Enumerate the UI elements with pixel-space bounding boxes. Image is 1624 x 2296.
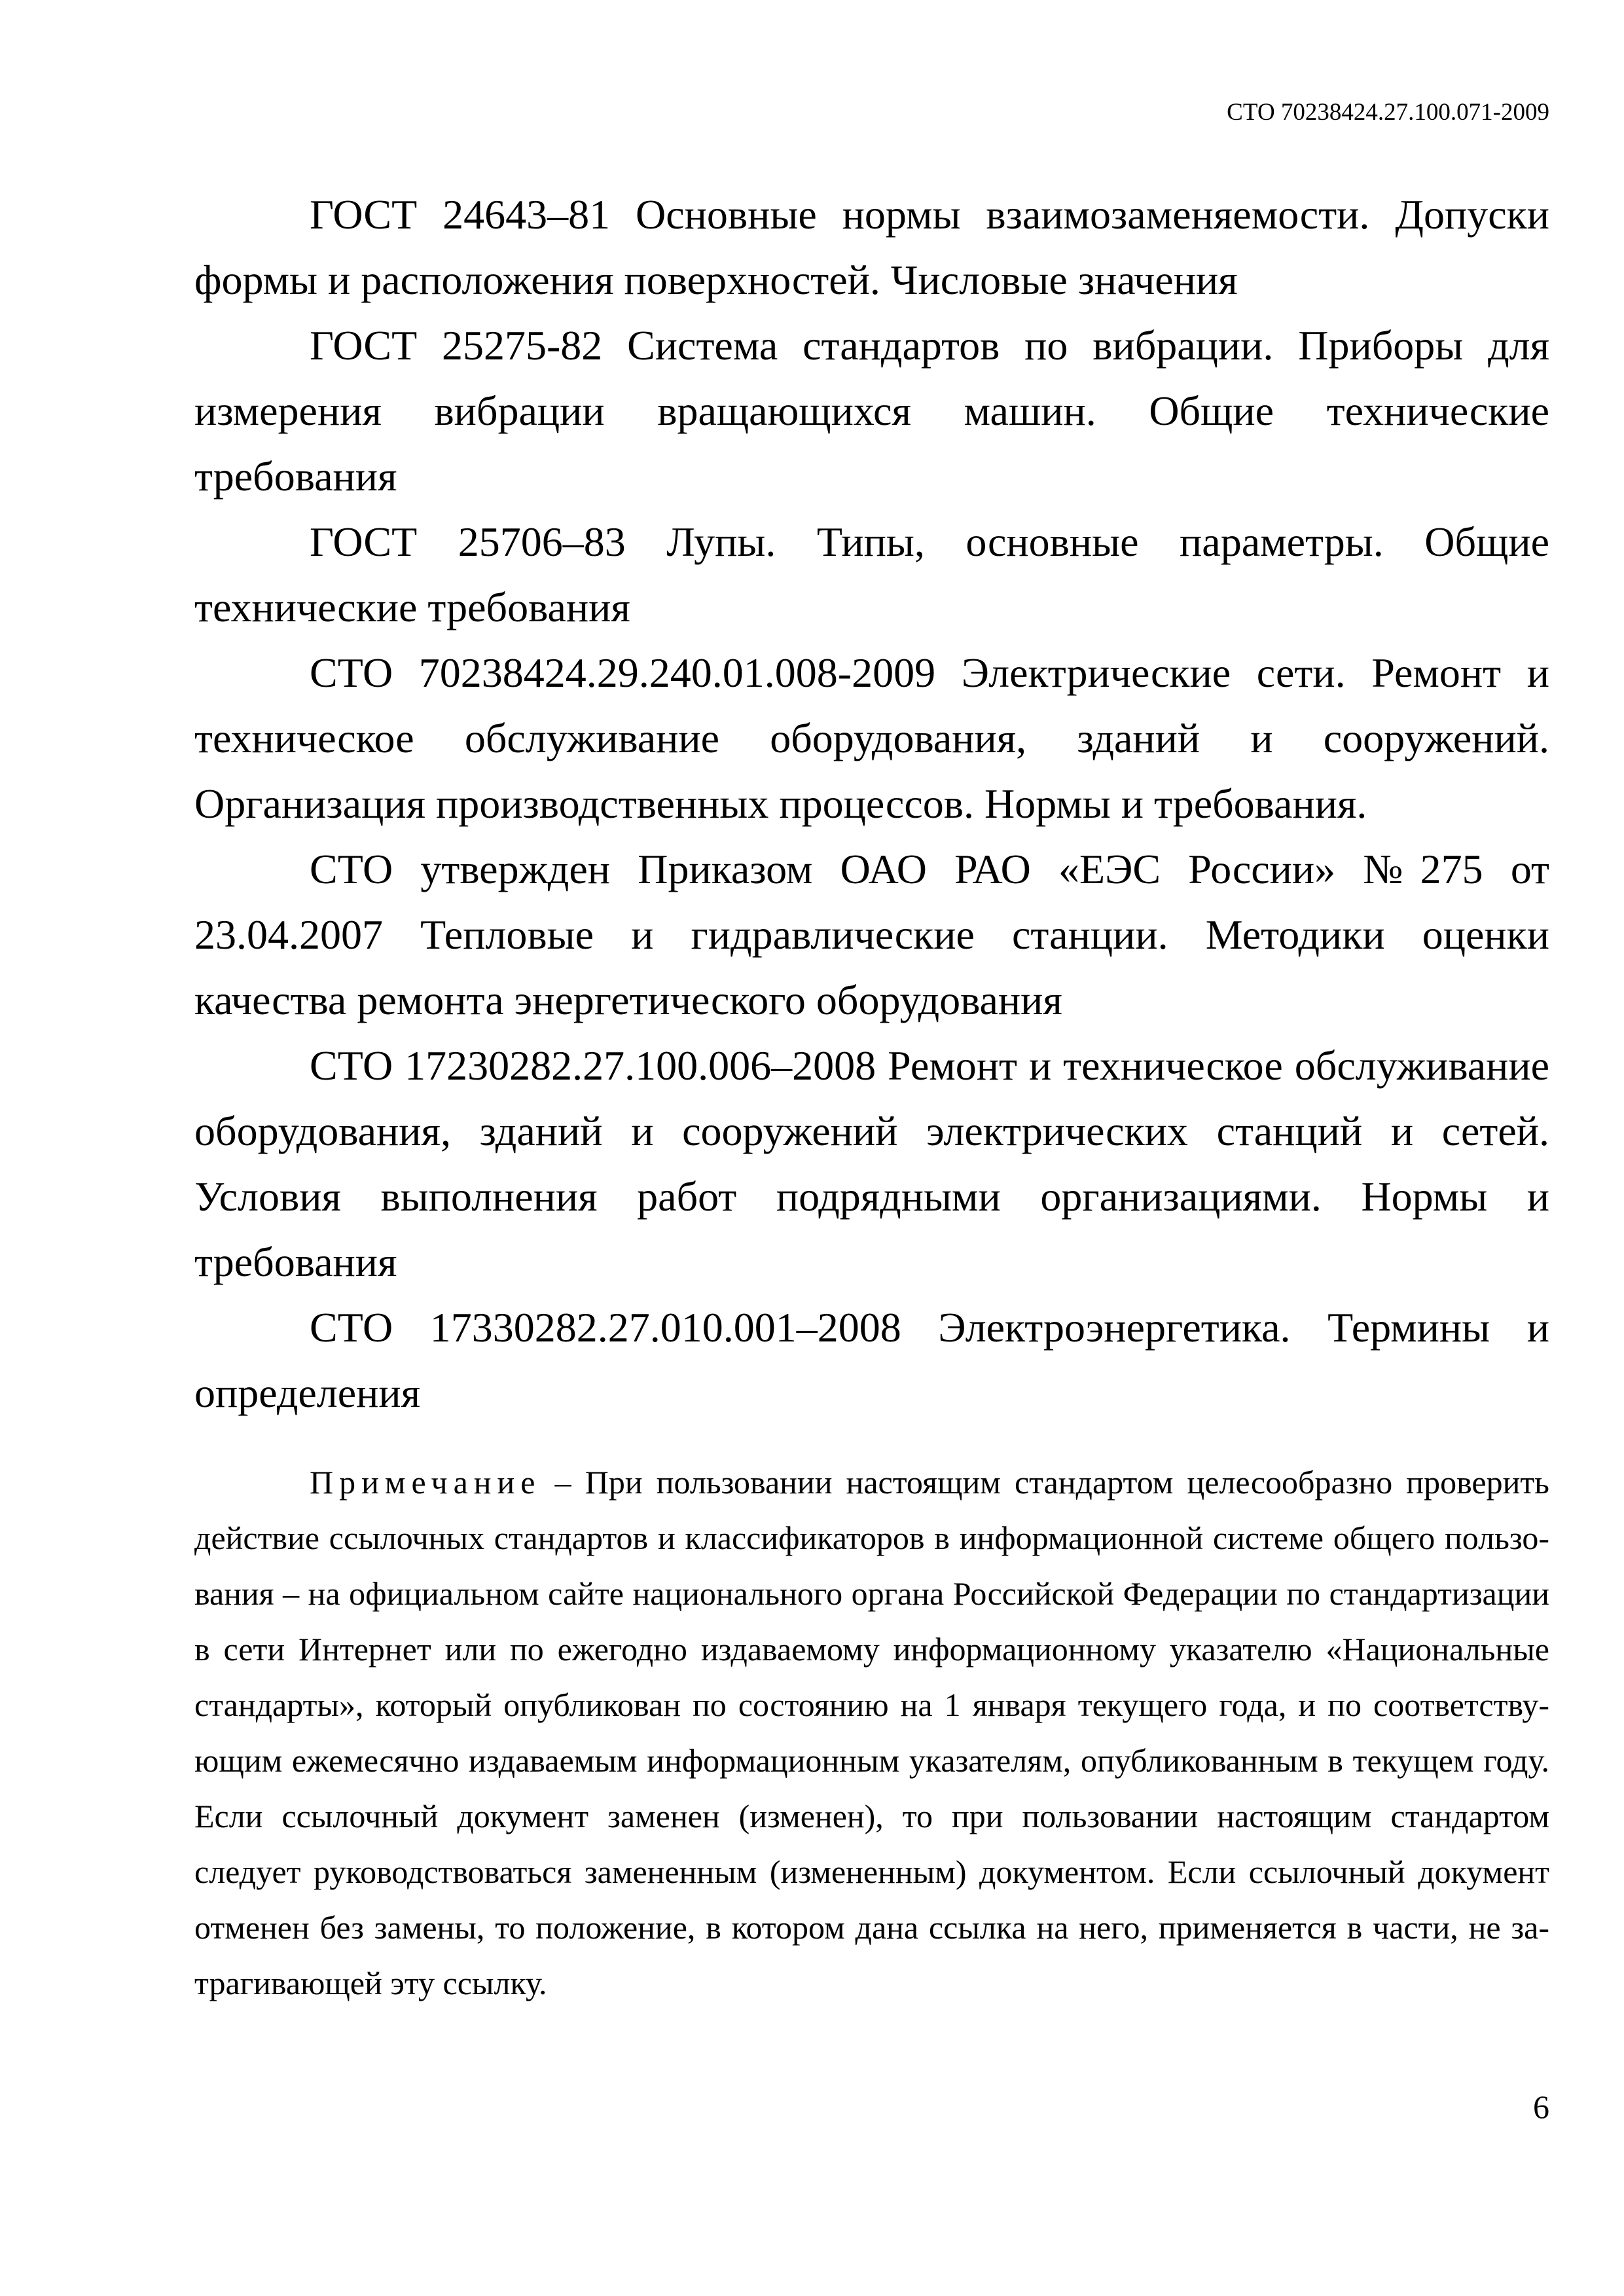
page-number: 6	[1533, 2088, 1549, 2125]
reference-item: СТО 70238424.29.240.01.008-2009 Электрические сети. Ремонт и техническое обслуживание оборудования, зданий и сооружений. Организация производственных процессов. Нормы и требования.	[194, 649, 1549, 827]
reference-item: ГОСТ 25275-82 Система стандартов по вибрации. Приборы для измерения вибрации вращающихся машин. Общие технические требования	[194, 322, 1549, 500]
reference-item: СТО 17330282.27.010.001–2008 Электроэнергетика. Термины и определения	[194, 1304, 1549, 1416]
note-label: Примечание	[310, 1464, 541, 1501]
reference-item: СТО 17230282.27.100.006–2008 Ремонт и техническое обслуживание оборудования, зданий и сооружений электрических станций и сетей. Условия выполнения работ подрядными организациями. Нормы и требования	[194, 1042, 1549, 1285]
reference-item: ГОСТ 25706–83 Лупы. Типы, основные параметры. Общие технические требования	[194, 519, 1549, 630]
reference-item: ГОСТ 24643–81 Основные нормы взаимозаменяемости. Допуски формы и расположения поверхностей. Числовые значения	[194, 191, 1549, 303]
page-header-code: СТО 70238424.27.100.071-2009	[1227, 99, 1549, 126]
page-content	[194, 182, 1549, 2011]
note-paragraph	[194, 1455, 1549, 2011]
note-text: – При пользовании настоящим стандартом целесообразно проверить действие ссылочных стандартов и классификаторов в информационной системе общего пользования – на официальном сайте национального органа Российской Федерации по стандартизации в сети Интернет или по ежегодно издаваемому информационному указателю «Национальные стандарты», который опубликован по состоянию на 1 января текущего года, и по соответствующим ежемесячно издаваемым информационным указателям, опубликованным в текущем году. Если ссылочный документ заменен (изменен), то при пользовании настоящим стандартом следует руководствоваться замененным (измененным) документом. Если ссылочный документ отменен без замены, то положение, в котором дана ссылка на него, применяется в части, не затрагивающей эту ссылку.	[194, 1464, 1549, 2001]
references-list	[194, 182, 1549, 1426]
reference-item: СТО утвержден Приказом ОАО РАО «ЕЭС России» №275 от 23.04.2007 Тепловые и гидравлические станции. Методики оценки качества ремонта энергетического оборудования	[194, 846, 1549, 1023]
